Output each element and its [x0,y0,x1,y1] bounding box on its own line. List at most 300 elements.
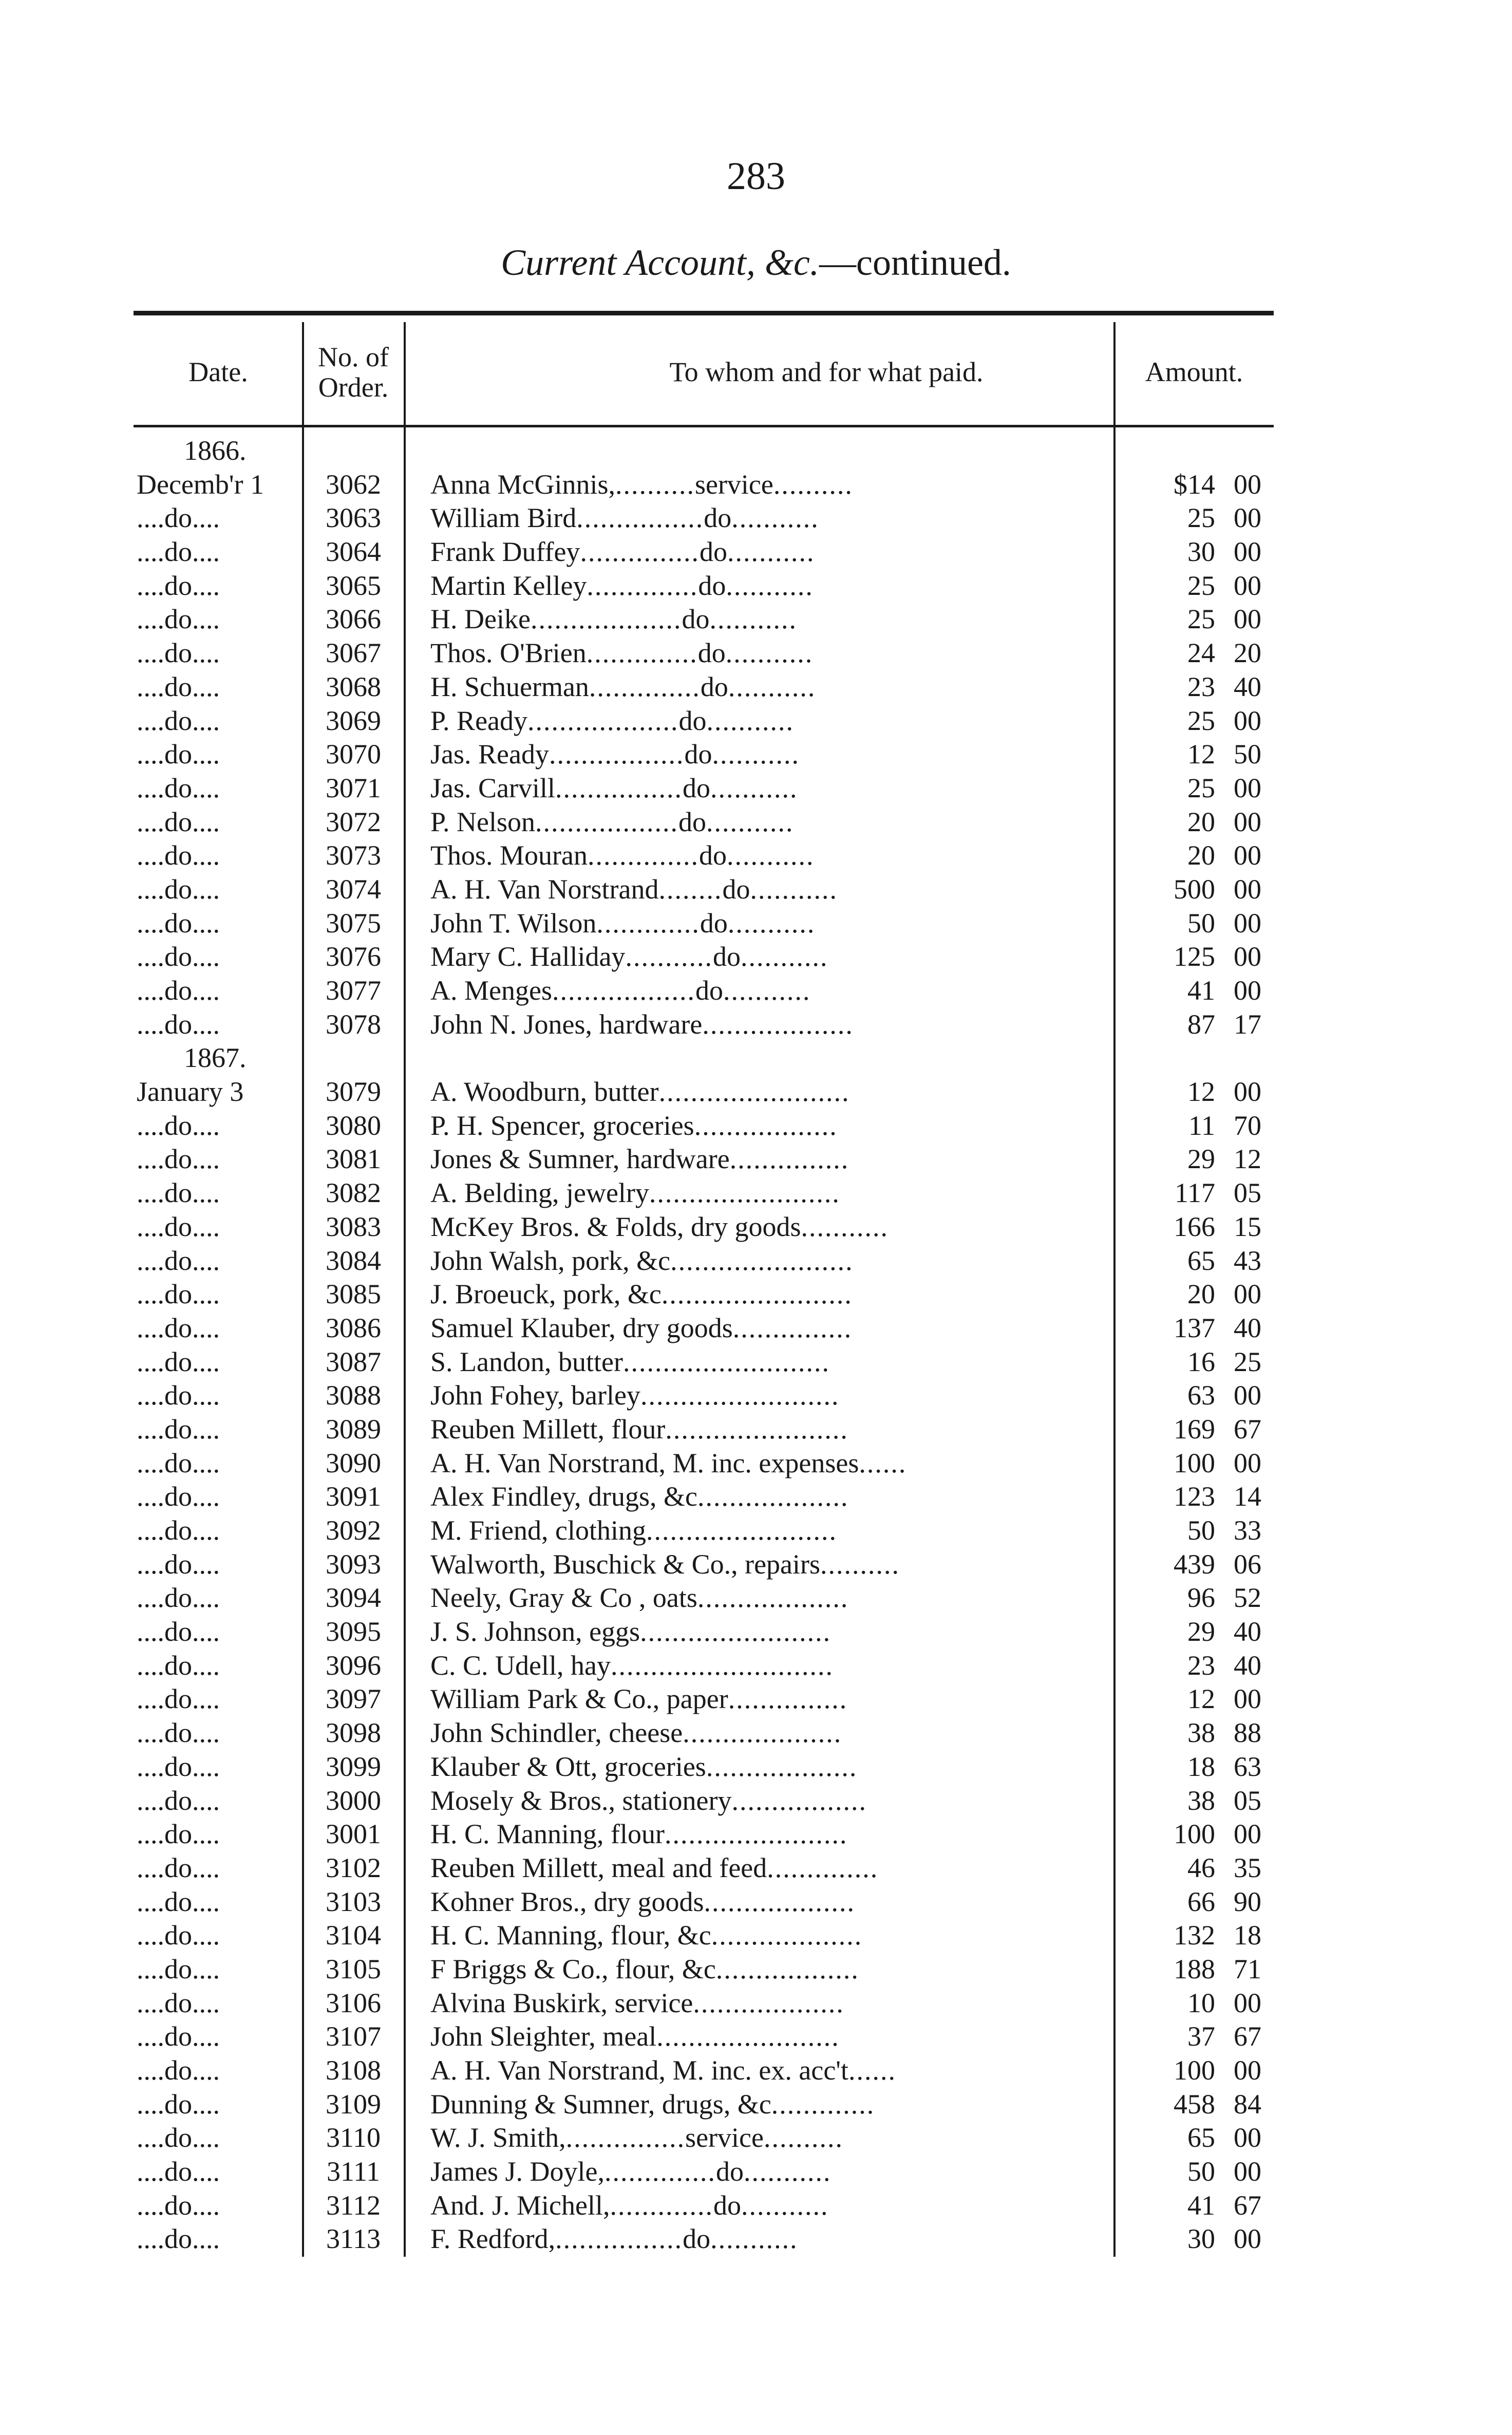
row-date: ....do.... [137,1447,220,1478]
row-description [430,1142,1237,1176]
row-purpose: do [715,2156,744,2187]
row-date: ....do.... [137,2156,220,2187]
row-description [430,2222,1237,2256]
amount-dollars: 12 [1187,1076,1215,1108]
row-leader-dots: ........... [801,1211,889,1242]
row-date: ....do.... [137,1380,220,1411]
table-row [134,738,1274,772]
row-date: ....do.... [137,2223,220,2255]
row-payee: Klauber & Ott, groceries [430,1751,706,1782]
amount-cents: 00 [1234,1683,1261,1715]
row-amount [1128,2054,1274,2088]
amount-dollars: 10 [1187,1987,1215,2018]
table-row [134,1345,1274,1379]
table-row [134,1885,1274,1919]
row-payee: Walworth, Buschick & Co., repairs [430,1548,821,1580]
row-description [430,1075,1237,1109]
row-amount [1128,2121,1274,2155]
row-amount [1128,1176,1274,1210]
row-leader-dots: .......... [615,469,695,500]
row-leader-dots: ........... [740,941,828,972]
row-purpose: do [713,2189,741,2221]
table-row [134,2054,1274,2088]
row-order-number: 3077 [326,975,381,1006]
row-description [430,1514,1237,1548]
amount-dollars: 29 [1187,1616,1215,1647]
amount-cents: 40 [1234,671,1261,702]
header-rule [134,425,1274,427]
row-date: January 3 [137,1076,244,1108]
row-order-number: 3067 [326,638,381,669]
row-payee: H. C. Manning, flour, &c [430,1920,711,1951]
row-purpose: service [694,469,773,500]
row-payee: H. Schuerman [430,671,589,702]
table-row [134,1919,1274,1953]
amount-dollars: 500 [1174,873,1215,905]
row-payee: Jas. Carvill [430,772,555,803]
row-amount [1128,1413,1274,1447]
row-date: ....do.... [137,1582,220,1614]
row-description [430,772,1237,806]
row-order-number: 3075 [326,907,381,939]
row-order-number: 3062 [326,469,381,500]
row-date: ....do.... [137,1515,220,1546]
row-description [430,1244,1237,1278]
amount-dollars: 123 [1174,1481,1215,1512]
row-date: ....do.... [137,1616,220,1647]
amount-cents: 20 [1234,638,1261,669]
row-amount [1128,806,1274,839]
row-leader-dots: .................. [715,1953,859,1984]
amount-cents: 00 [1234,604,1261,635]
amount-dollars: 18 [1187,1751,1215,1782]
row-amount [1128,1008,1274,1042]
row-leader-dots: ...... [848,2055,897,2086]
row-date: ....do.... [137,941,220,972]
row-description [430,1480,1237,1514]
amount-dollars: 23 [1187,1650,1215,1681]
amount-dollars: 23 [1187,671,1215,702]
table-row [134,806,1274,839]
row-amount [1128,2189,1274,2223]
row-amount [1128,1447,1274,1481]
row-payee: John Schindler, cheese [430,1717,683,1749]
row-amount [1128,1480,1274,1514]
row-leader-dots: ........... [710,2223,798,2255]
page-heading [0,241,1512,284]
row-payee: John Fohey, barley [430,1380,640,1411]
row-order-number: 3079 [326,1076,381,1108]
row-payee: Martin Kelley [430,570,587,601]
amount-cents: 00 [1234,806,1261,837]
amount-cents: 00 [1234,469,1261,500]
row-order-number: 3099 [326,1751,381,1782]
row-order-number: 3074 [326,873,381,905]
row-payee: Neely, Gray & Co , oats [430,1582,697,1614]
row-purpose: do [682,604,710,635]
row-order-number: 3103 [326,1886,381,1917]
amount-cents: 00 [1234,2055,1261,2086]
row-description [430,1548,1237,1582]
table-row [134,1379,1274,1413]
amount-dollars: 100 [1174,2055,1215,2086]
row-amount [1128,468,1274,502]
row-leader-dots: ....................... [670,1245,854,1276]
row-leader-dots: .......... [763,2122,843,2153]
heading-continued: —continued. [819,242,1011,283]
amount-dollars: 24 [1187,638,1215,669]
row-leader-dots: .......... [773,469,853,500]
row-payee: Alvina Buskirk, service [430,1987,693,2018]
row-payee: A. Woodburn, butter [430,1076,659,1108]
row-amount [1128,1581,1274,1615]
table-row [134,772,1274,806]
amount-cents: 84 [1234,2088,1261,2120]
table-row [134,1581,1274,1615]
table-row [134,1649,1274,1683]
row-order-number: 3087 [326,1346,381,1377]
amount-dollars: 12 [1187,1683,1215,1715]
row-leader-dots: ........... [706,806,794,837]
row-order-number: 3076 [326,941,381,972]
row-payee: Mary C. Halliday [430,941,626,972]
amount-cents: 00 [1234,1447,1261,1478]
table-row [134,1008,1274,1042]
row-leader-dots: ............... [728,1683,848,1715]
row-amount [1128,1885,1274,1919]
row-amount [1128,535,1274,569]
row-date: ....do.... [137,1312,220,1343]
row-payee: Thos. Mouran [430,840,588,871]
row-amount [1128,1312,1274,1345]
row-payee: J. S. Johnson, eggs [430,1616,640,1647]
amount-cents: 63 [1234,1751,1261,1782]
row-description [430,974,1237,1008]
table-row [134,1109,1274,1143]
amount-cents: 40 [1234,1312,1261,1343]
row-date: ....do.... [137,502,220,534]
row-leader-dots: ........ [658,873,723,905]
row-order-number: 3109 [326,2088,381,2120]
row-leader-dots: .......... [820,1548,900,1580]
row-leader-dots: .......................... [622,1346,830,1377]
row-order-number: 3095 [326,1616,381,1647]
row-description [430,940,1237,974]
table-row [134,1176,1274,1210]
row-order-number: 3066 [326,604,381,635]
amount-cents: 14 [1234,1481,1261,1512]
row-amount [1128,1142,1274,1176]
row-date: ....do.... [137,873,220,905]
amount-dollars: 41 [1187,975,1215,1006]
row-description [430,1919,1237,1953]
amount-dollars: 66 [1187,1886,1215,1917]
row-amount [1128,1345,1274,1379]
row-date: ....do.... [137,907,220,939]
row-order-number: 3000 [326,1785,381,1816]
row-payee: P. H. Spencer, groceries [430,1110,694,1141]
table-row [134,569,1274,603]
amount-dollars: 38 [1187,1785,1215,1816]
row-amount [1128,1987,1274,2020]
row-leader-dots: ......................... [640,1380,840,1411]
row-date: ....do.... [137,1413,220,1445]
row-leader-dots: ................. [731,1785,867,1816]
row-purpose: do [700,671,728,702]
row-leader-dots: .................... [683,1717,842,1749]
row-amount [1128,1244,1274,1278]
row-amount [1128,1919,1274,1953]
row-amount [1128,1851,1274,1885]
table-row [134,839,1274,873]
row-description [430,2088,1237,2122]
row-leader-dots: ........... [706,705,794,736]
row-leader-dots: .............. [587,570,698,601]
row-description [430,468,1237,502]
amount-dollars: 87 [1187,1008,1215,1040]
row-leader-dots: ............... [580,536,700,568]
row-description [430,2020,1237,2054]
row-payee: Samuel Klauber, dry goods [430,1312,733,1343]
row-leader-dots: ............... [729,1144,849,1175]
amount-dollars: 20 [1187,806,1215,837]
row-description [430,1581,1237,1615]
row-leader-dots: ........................ [649,1177,840,1209]
row-description [430,1784,1237,1818]
row-date: ....do.... [137,1279,220,1310]
row-order-number: 3071 [326,772,381,803]
row-date: ....do.... [137,1110,220,1141]
row-description [430,1615,1237,1649]
table-row [134,501,1274,535]
row-description [430,738,1237,772]
table-row [134,2222,1274,2256]
table-row [134,1312,1274,1345]
ledger-table [134,311,1274,2257]
row-order-number: 3090 [326,1447,381,1478]
row-order-number: 3105 [326,1953,381,1984]
row-order-number: 3111 [327,2156,380,2187]
row-leader-dots: ........................ [646,1515,837,1546]
row-date: ....do.... [137,671,220,702]
row-order-number: 3072 [326,806,381,837]
table-row [134,2088,1274,2122]
amount-cents: 00 [1234,570,1261,601]
row-purpose: do [698,570,726,601]
row-description [430,670,1237,704]
table-row [134,2155,1274,2189]
row-payee: John T. Wilson [430,907,597,939]
amount-dollars: 137 [1174,1312,1215,1343]
row-payee: P. Ready [430,705,527,736]
row-leader-dots: ....................... [656,2021,840,2052]
row-leader-dots: .............. [589,671,701,702]
row-date: ....do.... [137,1852,220,1883]
row-leader-dots: ........... [750,873,838,905]
row-order-number: 3080 [326,1110,381,1141]
row-date: ....do.... [137,1211,220,1242]
row-date: ....do.... [137,975,220,1006]
row-purpose: do [697,638,726,669]
row-purpose: do [683,2223,711,2255]
page-number: 283 [727,155,785,198]
row-amount [1128,1818,1274,1851]
table-row [134,1142,1274,1176]
row-leader-dots: ........... [712,739,800,770]
table-row [134,1818,1274,1851]
row-leader-dots: ................ [555,2223,683,2255]
table-row [134,603,1274,636]
row-purpose: do [678,705,707,736]
table-row [134,1784,1274,1818]
row-amount [1128,1649,1274,1683]
table-row [134,1953,1274,1987]
row-leader-dots: ............. [610,2189,713,2221]
row-description [430,1953,1237,1987]
row-description [430,1649,1237,1683]
row-description [430,2189,1237,2223]
row-leader-dots: ................... [527,705,679,736]
row-amount [1128,907,1274,941]
row-order-number: 3094 [326,1582,381,1614]
row-description [430,1345,1237,1379]
amount-cents: 00 [1234,772,1261,803]
row-leader-dots: ........... [709,604,797,635]
row-leader-dots: ................... [702,1008,854,1040]
row-leader-dots: .............. [604,2156,716,2187]
table-row [134,1750,1274,1784]
row-order-number: 3063 [326,502,381,534]
row-leader-dots: ........................ [658,1076,850,1108]
amount-dollars: 96 [1187,1582,1215,1614]
row-description [430,1176,1237,1210]
amount-dollars: 25 [1187,705,1215,736]
table-row [134,2121,1274,2155]
row-amount [1128,1278,1274,1312]
row-date: ....do.... [137,638,220,669]
row-amount [1128,670,1274,704]
row-description [430,806,1237,839]
row-description [430,1447,1237,1481]
row-order-number: 3085 [326,1279,381,1310]
row-leader-dots: ........... [726,570,814,601]
row-amount [1128,1514,1274,1548]
row-date: ....do.... [137,1548,220,1580]
amount-cents: 00 [1234,1819,1261,1850]
amount-dollars: 117 [1175,1177,1215,1209]
row-date: ....do.... [137,1177,220,1209]
row-description [430,1109,1237,1143]
row-payee: W. J. Smith, [430,2122,566,2153]
table-top-rule [134,311,1274,315]
row-payee: M. Friend, clothing [430,1515,646,1546]
header-amount: Amount. [1145,357,1243,388]
row-payee: John Walsh, pork, &c [430,1245,671,1276]
amount-dollars: 30 [1187,2223,1215,2255]
row-purpose: do [722,873,750,905]
row-payee: Reuben Millett, meal and feed [430,1852,767,1883]
amount-dollars: 50 [1187,907,1215,939]
table-header [134,321,1274,424]
row-leader-dots: .................. [552,975,695,1006]
amount-cents: 00 [1234,907,1261,939]
row-payee: Kohner Bros., dry goods [430,1886,704,1917]
row-payee: James J. Doyle, [430,2156,604,2187]
row-amount [1128,1750,1274,1784]
row-amount [1128,2088,1274,2122]
row-amount [1128,1784,1274,1818]
row-date: ....do.... [137,806,220,837]
table-row [134,2020,1274,2054]
row-payee: A. H. Van Norstrand, M. inc. ex. acc't [430,2055,849,2086]
heading-italic: Current Account, &c. [501,242,819,283]
year-row [134,1041,1274,1075]
row-order-number: 3084 [326,1245,381,1276]
table-row [134,1514,1274,1548]
amount-cents: 71 [1234,1953,1261,1984]
row-order-number: 3108 [326,2055,381,2086]
row-date: ....do.... [137,1987,220,2018]
amount-cents: 43 [1234,1245,1261,1276]
amount-dollars: 65 [1187,1245,1215,1276]
row-leader-dots: ........... [727,907,816,939]
row-payee: And. J. Michell, [430,2189,610,2221]
row-amount [1128,603,1274,636]
amount-cents: 15 [1234,1211,1261,1242]
amount-cents: 52 [1234,1582,1261,1614]
amount-dollars: 65 [1187,2122,1215,2153]
row-leader-dots: ................... [711,1920,863,1951]
row-payee: Alex Findley, drugs, &c [430,1481,697,1512]
row-amount [1128,1716,1274,1750]
table-row [134,670,1274,704]
amount-dollars: 37 [1187,2021,1215,2052]
row-description [430,1885,1237,1919]
row-description [430,636,1237,670]
row-date: ....do.... [137,1650,220,1681]
amount-cents: 00 [1234,536,1261,568]
row-description [430,1987,1237,2020]
table-row [134,1447,1274,1481]
table-row [134,1716,1274,1750]
row-description [430,1851,1237,1885]
row-description [430,501,1237,535]
table-row [134,535,1274,569]
amount-dollars: 132 [1174,1920,1215,1951]
row-payee: William Bird [430,502,577,534]
row-amount [1128,1548,1274,1582]
table-row [134,2189,1274,2223]
row-leader-dots: ............... [732,1312,853,1343]
amount-cents: 00 [1234,2156,1261,2187]
row-date: Decemb'r 1 [137,469,264,500]
row-description [430,873,1237,907]
row-order-number: 3064 [326,536,381,568]
amount-cents: 00 [1234,1380,1261,1411]
amount-cents: 12 [1234,1144,1261,1175]
row-date: ....do.... [137,2088,220,2120]
row-date: ....do.... [137,1717,220,1749]
row-order-number: 3092 [326,1515,381,1546]
row-description [430,535,1237,569]
row-order-number: 3068 [326,671,381,702]
amount-dollars: 100 [1174,1447,1215,1478]
row-leader-dots: ...... [859,1447,907,1478]
row-amount [1128,2020,1274,2054]
amount-cents: 05 [1234,1177,1261,1209]
row-leader-dots: ................... [697,1582,849,1614]
row-date: ....do.... [137,1819,220,1850]
